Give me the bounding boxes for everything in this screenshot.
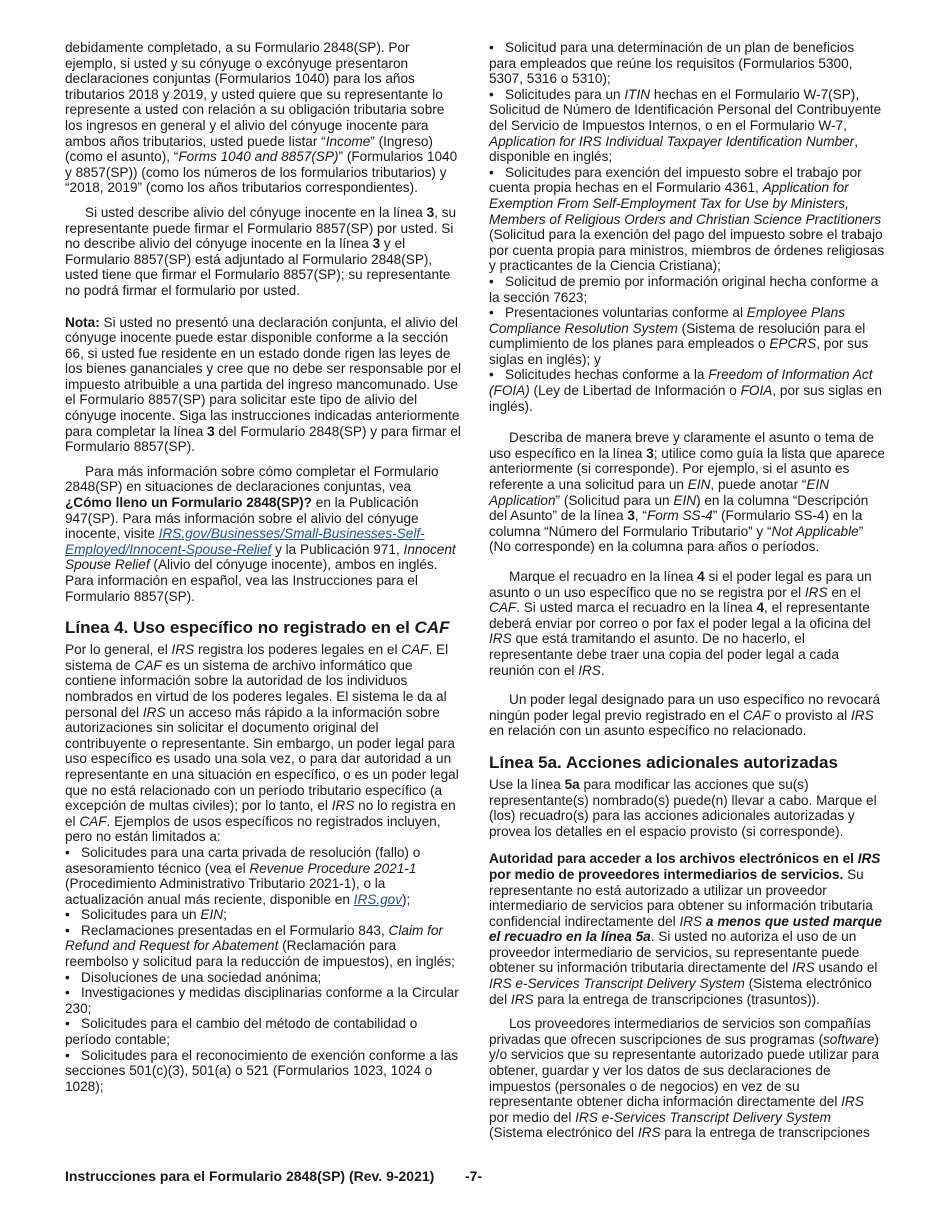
paragraph-intermediary-providers: Los proveedores intermediarios de servicios son compañías privadas que ofrecen suscripciones de sus programas (software) y/o servicios que su representante autorizado puede utilizar para obtener, guardar y ver los datos de sus declaraciones de impuestos (personales o de negocios) en vez de su representante obtener dicha información directamente del IRS por medio del IRS e-Services Transcript Delivery System (Sistema electrónico del IRS para la entrega de transcripciones — [489, 1016, 879, 1141]
list-item: • Solicitudes para un ITIN hechas en el Formulario W-7(SP), Solicitud de Número de Identificación Personal del Contribuyente del Servicio de Impuestos Internos, o en el Formulario W-7, Application for IRS Individual Taxpayer Identification Number, disponible en inglés; — [489, 86, 882, 165]
heading-line-5a: Línea 5a. Acciones adicionales autorizadas — [489, 752, 838, 772]
paragraph-more-info: Para más información sobre cómo completar el Formulario 2848(SP) en situaciones de declaraciones conjuntas, vea ¿Cómo lleno un Formulario 2848(SP)? en la Publicación 947(SP). Para más información sobre el alivio del cónyuge inocente, visite IRS.gov/Businesses/Small-Businesses-Self-Employed/Innocent-Spouse-Relief y la Publicación 971, Innocent Spouse Relief (Alivio del cónyuge inocente), ambos en inglés. Para información en español, vea las Instrucciones para el Formulario 8857(SP). — [65, 463, 456, 604]
paragraph-line4-intro: Por lo general, el IRS registra los poderes legales en el CAF. El sistema de CAF es un sistema de archivo informático que contiene información sobre la autoridad de los individuos nombrados en virtud de los poderes legales. El sistema le da al personal del IRS un acceso más rápido a la información sobre autorizaciones sin solicitar el documento original del contribuyente o representante. Sin embargo, un poder legal para uso específico es usado una sola vez, o para dar autoridad a un representante en una situación en específico, o es un poder legal que no está relacionado con un período tributario específico (a excepción de multas civiles); por lo tanto, el IRS no lo registra en el CAF. Ejemplos de usos específicos no registrados incluyen, pero no están limitados a: — [65, 642, 459, 845]
list-item: • Solicitudes para exención del impuesto sobre el trabajo por cuenta propia hechas en el Formulario 4361, Application for Exemption From Self-Employment Tax for Use by Ministers, Members of Religious Orders and Christian Science Practitioners (Solicitud para la exención del pago del impuesto sobre el trabajo por cuenta propia para ministros, miembros de órdenes religiosas y practicantes de la Ciencia Cristiana); — [489, 164, 885, 274]
page-number: -7- — [465, 1168, 483, 1184]
list-item: • Solicitudes para el reconocimiento de exención conforme a las secciones 501(c)(3), 501(a) o 521 (Formularios 1023, 1024 o 1028); — [65, 1047, 459, 1094]
paragraph-electronic-access: Autoridad para acceder a los archivos electrónicos en el IRS por medio de proveedores intermediarios de servicios. Su representante no está autorizado a utilizar un proveedor intermediario de servicios para obtener su información tributaria confidencial indirectamente del IRS a menos que usted marque el recuadro en la línea 5a. Si usted no autoriza el uso de un proveedor intermediario de servicios, su representante puede obtener su información tributaria directamente del IRS usando el IRS e-Services Transcript Delivery System (Sistema electrónico del IRS para la entrega de transcripciones (trasuntos)). — [489, 851, 882, 1007]
paragraph-joint-return-example: debidamente completado, a su Formulario 2848(SP). Por ejemplo, si usted y su cónyuge o excónyuge presentaron declaraciones conjuntas (Formularios 1040) para los años tributarios 2018 y 2019, y usted quiere que su representante lo represente a usted con relación a su obligación tributaria sobre los ingresos en general y el alivio del cónyuge inocente para ambos años tributarios, usted puede listar “Income” (Ingreso) (como el asunto), “Forms 1040 and 8857(SP)” (Formularios 1040 y 8857(SP)) (como los números de los formularios tributarios) y “2018, 2019” (como los años tributarios correspondientes). — [65, 40, 458, 196]
paragraph-describe-line3: Describa de manera breve y claramente el asunto o tema de uso específico en la línea 3; utilice como guía la lista que aparece anteriormente (si corresponde). Por ejemplo, si el asunto es referente a una solicitud para un EIN, puede anotar “EIN Application” (Solicitud para un EIN) en la columna “Descripción del Asunto” de la línea 3, “Form SS-4” (Formulario SS-4) en la columna “Número del Formulario Tributario” y “Not Applicable” (No corresponde) en la columna para años o períodos. — [489, 430, 885, 555]
paragraph-line5a-intro: Use la línea 5a para modificar las acciones que su(s) representante(s) nombrado(s) puede(n) llevar a cabo. Marque el (los) recuadro(s) para las acciones adicionales autorizadas y provea los detalles en el espacio provisto (si corresponde). — [489, 776, 877, 839]
list-item: • Solicitud para una determinación de un plan de beneficios para empleados que reúne los requisitos (Formularios 5300, 5307, 5316 o 5310); — [489, 40, 855, 87]
list-item: • Solicitudes hechas conforme a la Freedom of Information Act (FOIA) (Ley de Libertad de Información o FOIA, por sus siglas en inglés). — [489, 367, 882, 414]
footer-form-title: Instrucciones para el Formulario 2848(SP) (Rev. 9-2021) — [65, 1168, 435, 1184]
list-item: • Solicitudes para un EIN; — [65, 907, 227, 923]
list-item: • Disoluciones de una sociedad anónima; — [65, 969, 322, 985]
list-item: • Solicitudes para el cambio del método de contabilidad o período contable; — [65, 1016, 418, 1048]
paragraph-line3-innocent-spouse: Si usted describe alivio del cónyuge inocente en la línea 3, su representante puede firmar el Formulario 8857(SP) por usted. Si no describe alivio del cónyuge inocente en la línea 3 y el Formulario 8857(SP) está adjuntado al Formulario 2848(SP), usted tiene que firmar el Formulario 8857(SP); su representante no podrá firmar el formulario por usted. — [65, 204, 457, 298]
list-item: • Reclamaciones presentadas en el Formulario 843, Claim for Refund and Request for Abatement (Reclamación para reembolso y solicitud para la reducción de impuestos), en inglés; — [65, 922, 455, 970]
right-column — [489, 40, 885, 1141]
irs-gov-link[interactable]: IRS.gov — [353, 891, 403, 907]
left-column — [65, 40, 461, 1094]
paragraph-line4-checkbox: Marque el recuadro en la línea 4 si el poder legal es para un asunto o un uso específico que no se registra por el IRS en el CAF. Si usted marca el recuadro en la línea 4, el representante deberá enviar por correo o por fax el poder legal a la oficina del IRS que está tramitando el asunto. De no hacerlo, el representante debe traer una copia del poder legal a cada reunión con el IRS. — [489, 569, 872, 678]
list-item: • Solicitudes para una carta privada de resolución (fallo) o asesoramiento técnico (vea el Revenue Procedure 2021-1 (Procedimiento Administrativo Tributario 2021-1), o la actualización anual más reciente, disponible en IRS.gov); — [65, 844, 421, 907]
note-paragraph: Nota: Si usted no presentó una declaración conjunta, el alivio del cónyuge inocente puede estar disponible conforme a la sección 66, si usted fue residente en un estado donde rigen las leyes de los bienes gananciales y cree que no debe ser responsable por el impuesto atribuible a una partida del ingreso mancomunado. Use el Formulario 8857(SP) para solicitar este tipo de alivio del cónyuge inocente. Siga las instrucciones indicadas anteriormente para completar la línea 3 del Formulario 2848(SP) y para firmar el Formulario 8857(SP). — [65, 314, 461, 455]
paragraph-no-revoke: Un poder legal designado para un uso específico no revocará ningún poder legal previo registrado en el CAF o provisto al IRS en relación con un asunto específico no relacionado. — [489, 692, 881, 739]
list-item: • Investigaciones y medidas disciplinarias conforme a la Circular 230; — [65, 985, 459, 1016]
list-item: • Solicitud de premio por información original hecha conforme a la sección 7623; — [489, 273, 879, 305]
list-item: • Presentaciones voluntarias conforme al Employee Plans Compliance Resolution System (Sistema de resolución para el cumplimiento de los planes para empleados o EPCRS, por sus siglas en inglés); y — [489, 305, 869, 367]
page-footer — [65, 1168, 885, 1184]
note-label: Nota: — [65, 314, 100, 330]
heading-line-4: Línea 4. Uso específico no registrado en el CAF — [65, 618, 450, 638]
innocent-spouse-relief-link[interactable]: IRS.gov/Businesses/Small-Businesses-Self-Employed/Innocent-Spouse-Relief — [65, 526, 425, 557]
